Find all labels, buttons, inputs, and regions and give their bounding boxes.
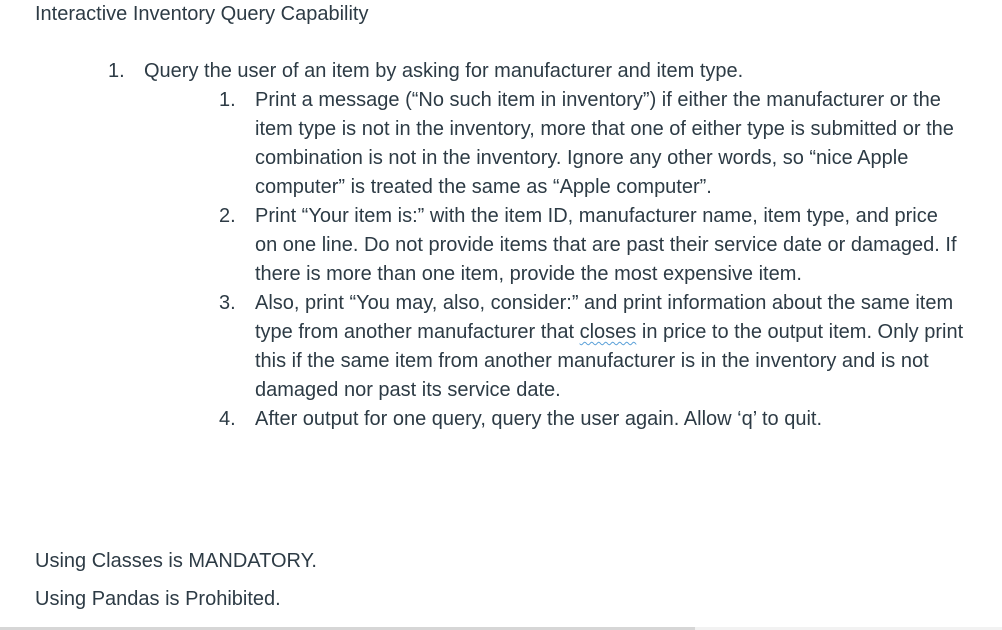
- sub-item-consider: [144, 289, 965, 405]
- sub-item-text-after: in price to the output item. Only print this if the same item from another manufacturer is in the inventory and is not damaged nor past its service date.: [255, 321, 964, 401]
- note-pandas-prohibited: Using Pandas is Prohibited.: [35, 588, 281, 610]
- list-item-text: Query the user of an item by asking for manufacturer and item type.: [144, 60, 744, 82]
- sub-item-no-such-item: [144, 86, 965, 202]
- sub-item-your-item: [144, 202, 965, 289]
- sub-requirements-list: [144, 86, 964, 434]
- page-title: Interactive Inventory Query Capability: [35, 3, 369, 25]
- sub-item-text: After output for one query, query the user again. Allow ‘q’ to quit.: [255, 408, 823, 430]
- sub-list-number: 1.: [219, 89, 236, 111]
- sub-list-number: 4.: [219, 408, 236, 430]
- list-number: 1.: [108, 60, 125, 82]
- sub-item-text: [255, 292, 963, 401]
- list-item-query: [0, 57, 964, 434]
- sub-list-number: 3.: [219, 292, 236, 314]
- requirements-list: [0, 57, 964, 434]
- sub-item-text-before: Also, print “You may, also, consider:” and print information about the same item type from another manufacturer that: [255, 292, 954, 343]
- sub-item-text: Print a message (“No such item in inventory”) if either the manufacturer or the item type is not in the inventory, more that one of either type is submitted or the combination is not in the inventory. Ignore any other words, so “nice Apple computer” is treated the same as “Apple computer”.: [255, 89, 954, 198]
- sub-list-number: 2.: [219, 205, 236, 227]
- note-classes-mandatory: Using Classes is MANDATORY.: [35, 550, 317, 572]
- sub-item-text: Print “Your item is:” with the item ID, manufacturer name, item type, and price on one line. Do not provide items that are past their service date or damaged. If there is more than one item, provide the most expensive item.: [255, 205, 957, 285]
- spellcheck-word[interactable]: closes: [579, 321, 637, 343]
- sub-item-query-again: [144, 405, 965, 434]
